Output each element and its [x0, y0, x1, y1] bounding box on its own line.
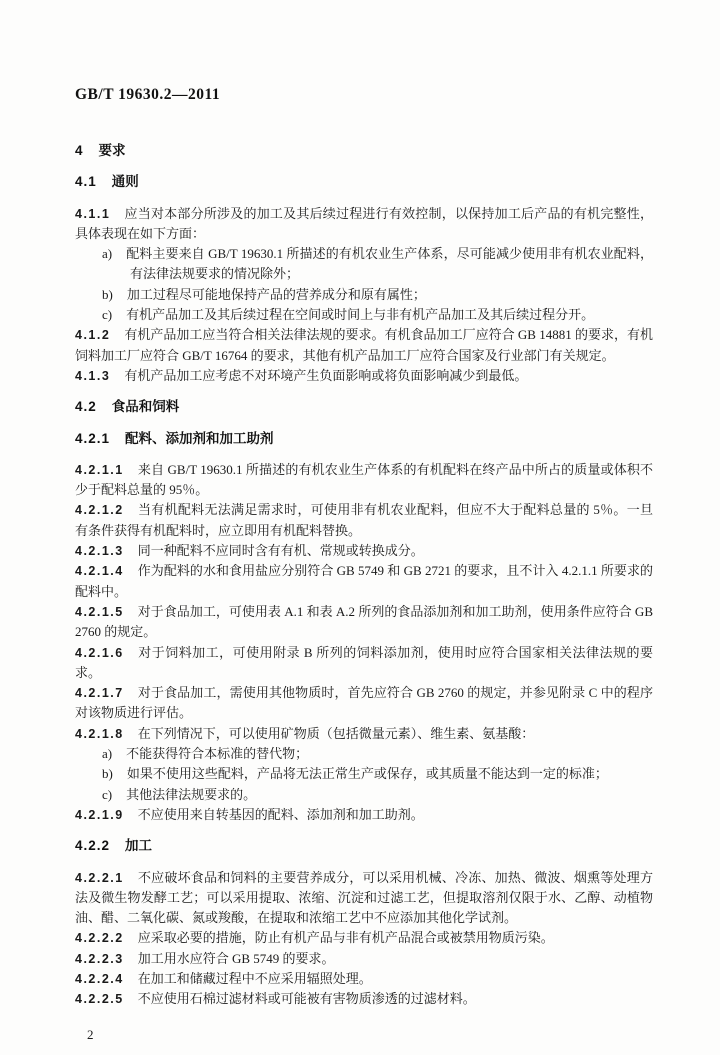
list-marker: a)	[102, 246, 113, 262]
clause-4-2-2-4	[75, 969, 653, 989]
clause-number: 4.2.1.9	[75, 807, 124, 822]
list-item-text: 配料主要来自 GB/T 19630.1 所描述的有机农业生产体系，尽可能减少使用非有机农业配料，有法律法规要求的情况除外；	[126, 246, 653, 282]
clause-4-2-1-7	[75, 683, 653, 724]
list-item-b	[75, 764, 653, 784]
clause-4-2-1-1	[75, 460, 653, 501]
clause-text: 作为配料的水和食用盐应分别符合 GB 5749 和 GB 2721 的要求，且不计入 4.2.1.1 所要求的配料中。	[75, 563, 653, 599]
clause-text: 有机产品加工应当符合相关法律法规的要求。有机食品加工厂应符合 GB 14881 的要求，有机饲料加工厂应符合 GB/T 16764 的要求，其他有机产品加工厂应符合国家及行业部门有关规定。	[75, 327, 653, 363]
clause-number: 4.2.1.3	[75, 544, 124, 559]
list-item-c	[75, 305, 653, 325]
clause-number: 4.2.1.7	[75, 686, 124, 701]
document-content	[75, 130, 653, 1045]
clause-4-1-1	[75, 204, 653, 245]
clause-4-2-1-4	[75, 561, 653, 602]
clause-number: 4.2.1.6	[75, 645, 124, 660]
clause-text: 在加工和储藏过程中不应采用辐照处理。	[137, 970, 372, 986]
list-item-a	[75, 744, 653, 764]
list-item-text: 加工过程尽可能地保持产品的营养成分和原有属性；	[126, 286, 426, 302]
clause-4-2-1-3	[75, 541, 653, 561]
clause-4-1-2	[75, 325, 653, 366]
clause-text: 同一种配料不应同时含有有机、常规或转换成分。	[137, 543, 424, 559]
section-title: 要求	[98, 143, 126, 158]
section-heading-4-2	[75, 397, 653, 417]
clause-4-2-2-5	[75, 989, 653, 1009]
clause-number: 4.2.1.1	[75, 462, 124, 477]
clause-text: 当有机配料无法满足需求时，可使用非有机农业配料，但应不大于配料总量的 5％。一旦有条件获得有机配料时，应立即用有机配料替换。	[75, 502, 653, 538]
clause-number: 4.2.1.2	[75, 503, 124, 518]
list-item-text: 不能获得符合本标准的替代物；	[126, 746, 309, 762]
clause-text: 对于饲料加工，可使用附录 B 所列的饲料添加剂，使用时应符合国家相关法律法规的要求。	[75, 644, 653, 680]
clause-number: 4.2.2.1	[75, 870, 124, 885]
section-number: 4.2.2	[75, 838, 111, 854]
clause-4-2-1-2	[75, 500, 653, 541]
section-number: 4.1	[75, 174, 97, 190]
list-item-text: 有机产品加工及其后续过程在空间或时间上与非有机产品加工及其后续过程分开。	[126, 307, 595, 323]
section-title: 配料、添加剂和加工助剂	[125, 430, 274, 446]
clause-4-2-2-3	[75, 949, 653, 969]
clause-text: 对于食品加工，需使用其他物质时，首先应符合 GB 2760 的规定，并参见附录 C 中的程序对该物质进行评估。	[75, 685, 653, 721]
clause-text: 有机产品加工应考虑不对环境产生负面影响或将负面影响减少到最低。	[124, 367, 528, 383]
section-number: 4	[75, 143, 84, 158]
standard-number-header: GB/T 19630.2—2011	[75, 86, 221, 103]
clause-text: 不应使用来自转基因的配料、添加剂和加工助剂。	[137, 806, 424, 822]
list-item-text: 如果不使用这些配料，产品将无法正常生产或保存，或其质量不能达到一定的标准；	[126, 766, 608, 782]
clause-4-2-1-5	[75, 602, 653, 643]
section-heading-4-2-2	[75, 836, 653, 856]
section-heading-4-1	[75, 172, 653, 192]
clause-number: 4.2.2.3	[75, 951, 124, 966]
page-number: 2	[87, 1026, 94, 1042]
clause-4-2-1-9	[75, 805, 653, 825]
section-number: 4.2	[75, 399, 97, 415]
clause-number: 4.2.2.5	[75, 992, 124, 1007]
list-marker: b)	[102, 286, 113, 302]
clause-4-2-2-1	[75, 868, 653, 929]
clause-text: 加工用水应符合 GB 5749 的要求。	[137, 950, 335, 966]
list-marker: c)	[102, 786, 113, 802]
section-title: 通则	[111, 174, 139, 190]
list-item-text: 其他法律法规要求的。	[126, 786, 257, 802]
clause-number: 4.1.1	[75, 206, 111, 221]
clause-4-1-3	[75, 366, 653, 386]
clause-number: 4.2.1.8	[75, 726, 124, 741]
clause-text: 应采取必要的措施，防止有机产品与非有机产品混合或被禁用物质污染。	[137, 930, 554, 946]
list-marker: b)	[102, 766, 113, 782]
section-title: 加工	[125, 838, 153, 854]
clause-number: 4.2.2.2	[75, 931, 124, 946]
list-item-b	[75, 285, 653, 305]
clause-text: 来自 GB/T 19630.1 所描述的有机农业生产体系的有机配料在终产品中所占的质量或体积不少于配料总量的 95％。	[75, 461, 653, 498]
clause-text: 不应使用石棉过滤材料或可能被有害物质渗透的过滤材料。	[137, 991, 476, 1007]
clause-number: 4.1.2	[75, 328, 111, 343]
clause-4-2-2-2	[75, 928, 653, 948]
list-item-a	[75, 244, 653, 285]
section-title: 食品和饲料	[111, 399, 180, 415]
clause-number: 4.1.3	[75, 368, 111, 383]
clause-text: 不应破坏食品和饲料的主要营养成分，可以采用机械、冷冻、加热、微波、烟熏等处理方法及微生物发酵工艺；可以采用提取、浓缩、沉淀和过滤工艺，但提取溶剂仅限于水、乙醇、动植物油、醋、二氧化碳、氮或羧酸，在提取和浓缩工艺中不应添加其他化学试剂。	[75, 869, 653, 926]
clause-text: 应当对本部分所涉及的加工及其后续过程进行有效控制，以保持加工后产品的有机完整性，具体表现在如下方面：	[75, 205, 653, 241]
clause-4-2-1-8	[75, 724, 653, 744]
section-number: 4.2.1	[75, 430, 111, 446]
clause-text: 在下列情况下，可以使用矿物质（包括微量元素）、维生素、氨基酸：	[137, 725, 535, 741]
list-item-c	[75, 785, 653, 805]
list-marker: a)	[102, 746, 113, 762]
clause-number: 4.2.2.4	[75, 971, 124, 986]
clause-4-2-1-6	[75, 643, 653, 684]
clause-text: 对于食品加工，可使用表 A.1 和表 A.2 所列的食品添加剂和加工助剂，使用条件应符合 GB 2760 的规定。	[75, 603, 653, 640]
section-heading-4-2-1	[75, 429, 653, 449]
section-heading-4	[75, 141, 653, 161]
list-marker: c)	[102, 307, 113, 323]
clause-number: 4.2.1.4	[75, 564, 124, 579]
clause-number: 4.2.1.5	[75, 604, 124, 619]
